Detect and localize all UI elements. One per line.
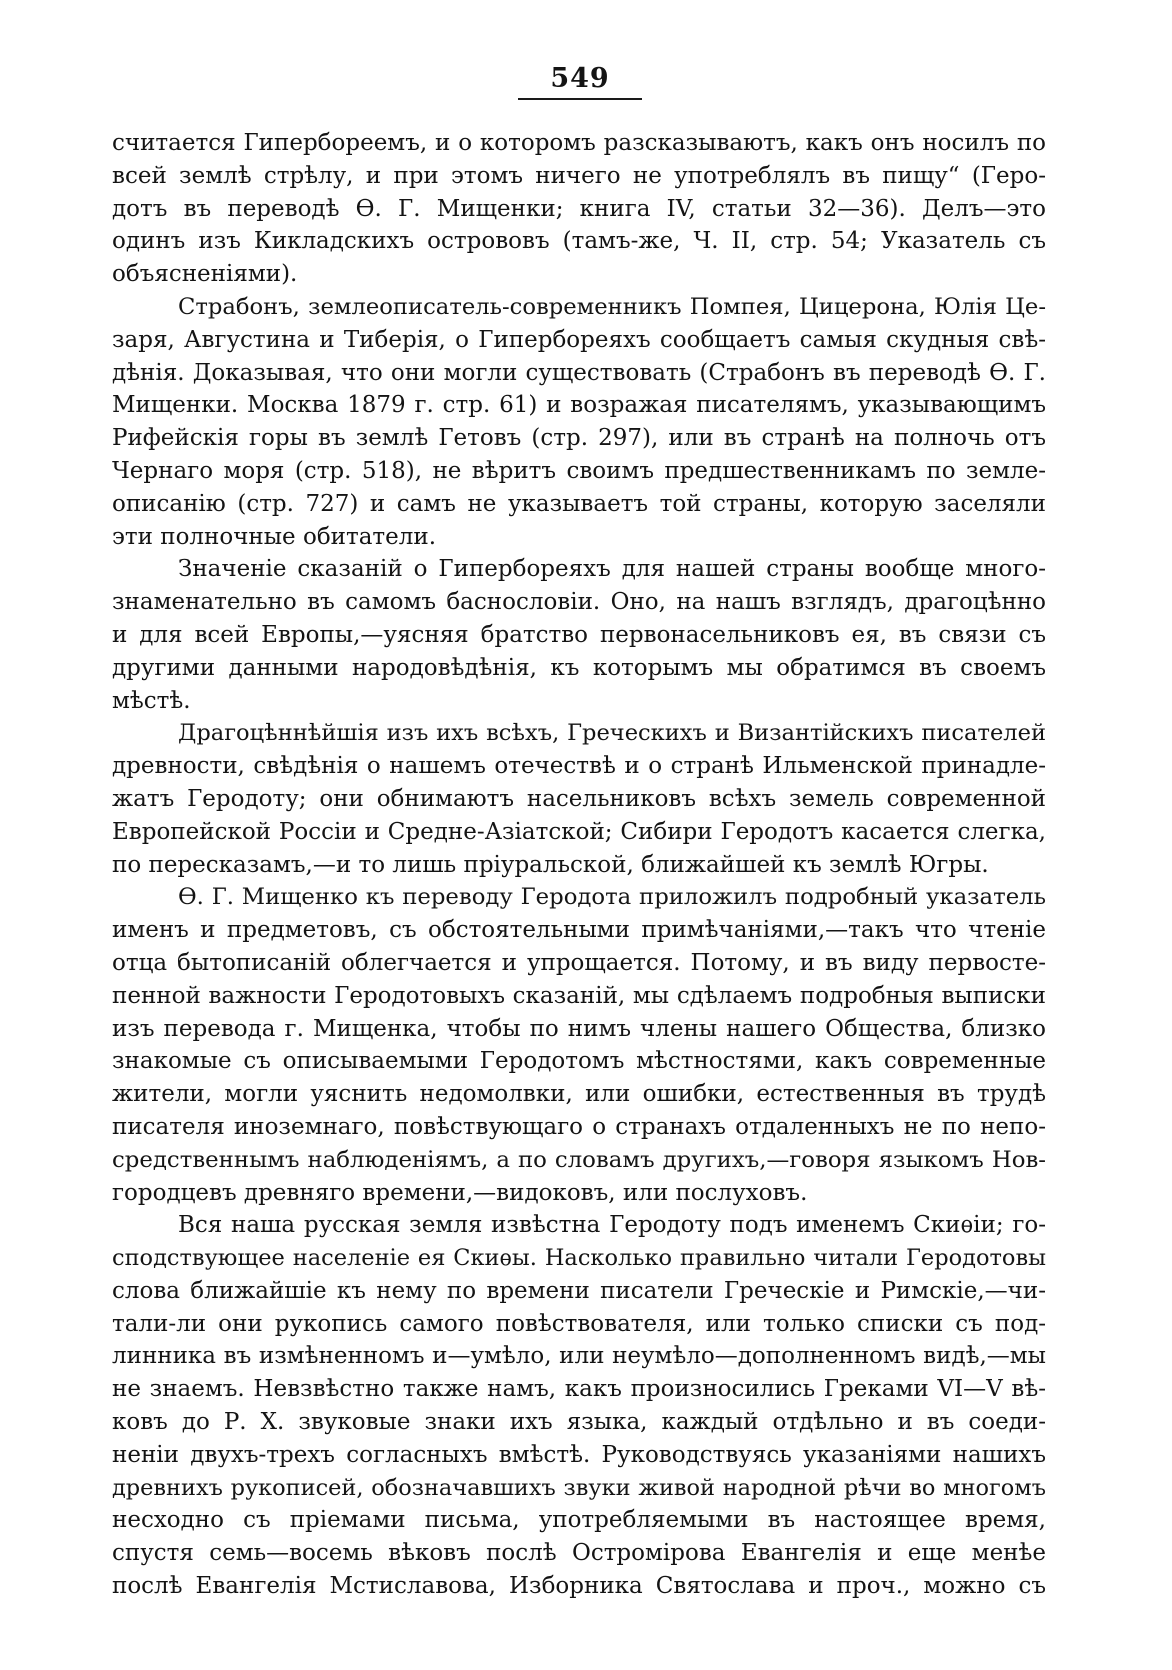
body-text (112, 127, 1046, 1603)
text-line: Вся наша русская земля извѣстна Геродоту подъ именемъ Скиѳіи; го- (178, 1212, 1046, 1239)
text-line: Мищенки. Москва 1879 г. стр. 61) и возражая писателямъ, указывающимъ (112, 392, 1046, 419)
text-line: Европейской Россіи и Средне-Азіатской; Сибири Геродотъ касается слегка, (112, 818, 1046, 845)
text-line: и для всей Европы,—уясняя братство первонасельниковъ ея, въ связи съ (112, 621, 1046, 648)
text-line: сподствующее населеніе ея Скиѳы. Насколько правильно читали Геродотовы (112, 1245, 1046, 1272)
paragraph (112, 553, 1046, 717)
text-line: другими данными народовѣдѣнія, къ которымъ мы обратимся въ своемъ (112, 654, 1046, 681)
paragraph (112, 881, 1046, 1209)
text-line: ковъ до Р. Х. звуковые знаки ихъ языка, каждый отдѣльно и въ соеди- (112, 1409, 1046, 1436)
text-line: дѣнія. Доказывая, что они могли существовать (Страбонъ въ переводѣ Ѳ. Г. (112, 359, 1046, 386)
paragraph (112, 291, 1046, 553)
page-number: 549 (550, 63, 610, 94)
text-line: заря, Августина и Тиберія, о Гипербореяхъ сообщаетъ самыя скудныя свѣ- (112, 326, 1046, 353)
text-line: средственнымъ наблюденіямъ, а по словамъ другихъ,—говоря языкомъ Нов- (112, 1146, 1046, 1173)
text-line: отца бытописаній облегчается и упрощается. Потому, и въ виду первосте- (112, 949, 1046, 976)
text-line: Страбонъ, землеописатель-современникъ Помпея, Цицерона, Юлія Це- (178, 293, 1046, 320)
text-line: жители, могли уяснить недомолвки, или ошибки, естественныя въ трудѣ (112, 1081, 1046, 1108)
text-line: писателя иноземнаго, повѣствующаго о странахъ отдаленныхъ не по непо- (112, 1113, 1046, 1140)
text-line: тали-ли они рукопись самого повѣствователя, или только списки съ под- (112, 1310, 1046, 1337)
paragraph (112, 717, 1046, 881)
page-number-rule (518, 98, 642, 100)
text-line: не знаемъ. Невзвѣстно также намъ, какъ произносились Греками VI—V вѣ- (112, 1376, 1046, 1403)
text-line: древнихъ рукописей, обозначавшихъ звуки живой народной рѣчи во многомъ (112, 1474, 1046, 1501)
text-line: описанію (стр. 727) и самъ не указываетъ той страны, которую заселяли (112, 490, 1046, 517)
text-line: спустя семь—восемь вѣковъ послѣ Остромірова Евангелія и еще менѣе (112, 1540, 1046, 1567)
paragraph (112, 127, 1046, 291)
text-line: городцевъ древняго времени,—видоковъ, или послуховъ. (112, 1179, 808, 1206)
text-line: несходно съ пріемами письма, употребляемыми въ настоящее время, (112, 1507, 1046, 1534)
text-line: Драгоцѣннѣйшія изъ ихъ всѣхъ, Греческихъ и Византійскихъ писателей (178, 720, 1046, 747)
text-line: знакомые съ описываемыми Геродотомъ мѣстностями, какъ современные (112, 1048, 1046, 1075)
text-line: именъ и предметовъ, съ обстоятельными примѣчаніями,—такъ что чтеніе (112, 917, 1046, 944)
text-line: Чернаго моря (стр. 518), не вѣритъ своимъ предшественникамъ по земле- (112, 457, 1046, 484)
text-line: считается Гипербореемъ, и о которомъ разсказываютъ, какъ онъ носилъ по (112, 130, 1046, 156)
text-line: по пересказамъ,—и то лишь пріуральской, ближайшей къ землѣ Югры. (112, 851, 989, 878)
text-line: знаменательно въ самомъ баснословіи. Оно, на нашъ взглядъ, драгоцѣнно (112, 589, 1046, 616)
text-line: изъ перевода г. Мищенка, чтобы по нимъ члены нашего Общества, близко (112, 1015, 1046, 1042)
text-line: Ѳ. Г. Мищенко къ переводу Геродота приложилъ подробный указатель (178, 884, 1046, 911)
text-line: мѣстѣ. (112, 687, 191, 714)
text-line: слова ближайшіе къ нему по времени писатели Греческіе и Римскіе,—чи- (112, 1277, 1046, 1304)
text-line: древности, свѣдѣнія о нашемъ отечествѣ и о странѣ Ильменской принадле- (112, 753, 1046, 780)
text-line: объясненіями). (112, 261, 298, 288)
text-line: послѣ Евангелія Мстиславова, Изборника Святослава и проч., можно съ (112, 1573, 1046, 1600)
text-line: Рифейскія горы въ землѣ Гетовъ (стр. 297), или въ странѣ на полночь отъ (112, 425, 1046, 452)
text-line: одинъ изъ Кикладскихъ острововъ (тамъ-же, Ч. II, стр. 54; Указатель съ (112, 228, 1046, 255)
text-line: всей землѣ стрѣлу, и при этомъ ничего не употреблялъ въ пищу“ (Геро- (112, 162, 1046, 189)
text-line: Значеніе сказаній о Гипербореяхъ для нашей страны вообще много- (178, 556, 1046, 583)
text-line: пенной важности Геродотовыхъ сказаній, мы сдѣлаемъ подробныя выписки (112, 982, 1046, 1009)
text-line: эти полночные обитатели. (112, 523, 437, 550)
text-line: дотъ въ переводѣ Ѳ. Г. Мищенки; книга IV, статьи 32—36). Делъ—это (112, 195, 1046, 222)
text-line: жатъ Геродоту; они обнимаютъ насельниковъ всѣхъ земель современной (112, 785, 1046, 812)
paragraph (112, 1209, 1046, 1603)
text-line: неніи двухъ-трехъ согласныхъ вмѣстѣ. Руководствуясь указаніями нашихъ (112, 1441, 1046, 1468)
text-line: линника въ измѣненномъ и—умѣло, или неумѣло—дополненномъ видѣ,—мы (112, 1343, 1046, 1370)
